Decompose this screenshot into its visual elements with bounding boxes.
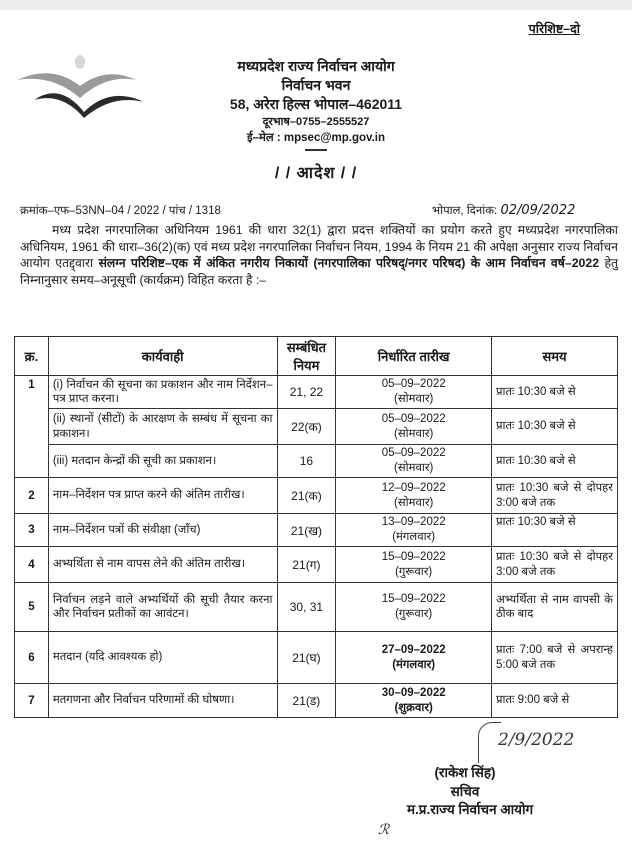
cell-date xyxy=(336,632,492,684)
place-date-value: 02/09/2022 xyxy=(500,203,576,218)
header-time: समय xyxy=(491,337,617,376)
cell-date xyxy=(336,547,492,583)
cell-sr: 6 xyxy=(15,632,49,684)
date-day: (सोमवार) xyxy=(393,462,434,474)
cell-time: प्रातः 10:30 बजे से xyxy=(491,445,617,478)
date-value: 15–09–2022 xyxy=(381,550,446,563)
cell-time: प्रातः 10:30 बजे से xyxy=(491,409,617,445)
date-value: 05–09–2022 xyxy=(381,447,446,459)
table-row xyxy=(15,445,618,478)
address: 58, अरेरा हिल्स भोपाल–462011 xyxy=(229,96,403,112)
cell-rule: 21(ड) xyxy=(277,684,336,718)
date-day: (सोमवार) xyxy=(393,427,434,440)
date-value: 05–09–2022 xyxy=(381,412,446,425)
paragraph-bold: संलग्न परिशिष्ट–एक में अंकित नगरीय निकायों (नगरपालिका परिषद्/नगर परिषद) के आम निर्वाचन वर्ष–2022 xyxy=(98,256,600,270)
cell-rule: 21, 22 xyxy=(277,376,336,409)
cell-date xyxy=(336,514,492,547)
place-date xyxy=(432,203,575,218)
cell-date xyxy=(336,376,492,409)
header-sr: क्र. xyxy=(15,337,49,376)
table-header-row xyxy=(15,337,618,376)
date-day: (शुक्रवार) xyxy=(394,701,433,714)
signatory-organization: म.प्र.राज्य निर्वाचन आयोग xyxy=(406,802,534,817)
building-name: निर्वाचन भवन xyxy=(281,77,351,93)
date-value: 15–09–2022 xyxy=(381,593,446,605)
reference-number: क्रमांक–एफ–53NN–04 / 2022 / पांच / 1318 xyxy=(20,205,221,217)
cell-time: प्रातः 7:00 बजे से अपरान्ह 5:00 बजे तक xyxy=(491,632,617,684)
date-value: 12–09–2022 xyxy=(381,481,446,494)
cell-date xyxy=(336,478,492,514)
cell-action: (ii) स्थानों (सीटों) के आरक्षण के सम्बंध में सूचना का प्रकाशन। xyxy=(48,409,277,445)
cell-sr: 5 xyxy=(15,583,49,632)
cell-action: (iii) मतदान केन्द्रों की सूची का प्रकाशन। xyxy=(48,445,277,478)
date-value: 13–09–2022 xyxy=(381,516,446,528)
paragraph-part2: हेतु निम्नानुसार समय–अनूसूची (कार्यक्रम) विहित करता है :– xyxy=(20,256,618,287)
date-day: (मंगलवार) xyxy=(392,658,436,671)
table-row xyxy=(15,632,618,684)
cell-rule: 21(क) xyxy=(277,478,336,514)
cell-sr: 4 xyxy=(15,547,49,583)
paragraph-part1: मध्य प्रदेश नगरपालिका अधिनियम 1961 की धारा 32(1) द्वारा प्रदत्त शक्तियों का प्रयोग करते हुए मध्यप्रदेश नगरपालिका अधिनियम, 1961 की धारा–36(2)(क) एवं मध्य प्रदेश नगरपालिका निर्वाचन नियम, 1994 के नियम 21 की अपेक्षा अनुसार राज्य निर्वाचन आयोग एतद्द्वारा xyxy=(20,223,618,270)
phone: दूरभाष–0755–2555527 xyxy=(262,116,370,128)
cell-action: मतगणना और निर्वाचन परिणामों की घोषणा। xyxy=(48,684,277,718)
date-day: (सोमवार) xyxy=(393,496,434,509)
cell-time: प्रातः 10:30 बजे से दोपहर 3:00 बजे तक xyxy=(491,478,617,514)
logo-upper-wing xyxy=(17,73,136,98)
cell-action: नाम–निर्देशन पत्र प्राप्त करने की अंतिम तारीख। xyxy=(48,478,277,514)
table-row xyxy=(15,376,618,409)
table-row xyxy=(15,684,618,718)
header-action: कार्यवाही xyxy=(48,337,277,376)
cell-rule: 21(घ) xyxy=(277,632,336,684)
cell-time: प्रातः 10:30 बजे से xyxy=(491,376,617,409)
date-value: 30–09–2022 xyxy=(381,686,446,699)
cell-sr: 2 xyxy=(15,478,49,514)
cell-rule: 30, 31 xyxy=(277,583,336,632)
cell-time: प्रातः 10:30 बजे से xyxy=(491,514,617,547)
date-day: (गुरूवार) xyxy=(395,565,433,578)
cell-rule: 21(ग) xyxy=(277,547,336,583)
logo-lower-wing xyxy=(34,93,142,118)
email: ई–मेल : mpsec@mp.gov.in xyxy=(246,132,386,144)
cell-time: अभ्यर्थिता से नाम वापसी के ठीक बाद xyxy=(491,583,617,632)
logo-flame xyxy=(75,55,85,69)
header-date: निर्धारित तारीख xyxy=(336,337,492,376)
table-row xyxy=(15,583,618,632)
top-strip xyxy=(0,0,632,10)
handwritten-signature-date: 2/9/2022 xyxy=(498,730,575,750)
cell-date xyxy=(336,445,492,478)
place-date-prefix: भोपाल, दिनांक: xyxy=(432,205,501,217)
header-rule: सम्बंधित नियम xyxy=(277,337,336,376)
cell-rule: 21(ख) xyxy=(277,514,336,547)
table-row xyxy=(15,478,618,514)
order-title: / / आदेश / / xyxy=(274,165,358,182)
date-value: 27–09–2022 xyxy=(381,643,446,656)
table-row xyxy=(15,514,618,547)
annex-label: परिशिष्ट–दो xyxy=(528,22,580,36)
cell-rule: 16 xyxy=(277,445,336,478)
cell-time: प्रातः 10:30 बजे से दोपहर 3:00 बजे तक xyxy=(491,547,617,583)
date-day: (गुरूवार) xyxy=(395,608,433,620)
date-day: (सोमवार) xyxy=(393,393,434,405)
cell-sr: 7 xyxy=(15,684,49,718)
initial-mark-icon: ℛ xyxy=(378,822,390,838)
table-row xyxy=(15,409,618,445)
cell-rule: 22(क) xyxy=(277,409,336,445)
cell-action: (i) निर्वाचन की सूचना का प्रकाशन और नाम निर्देशन–पत्र प्राप्त करना। xyxy=(48,376,277,409)
date-value: 05–09–2022 xyxy=(381,378,446,390)
cell-sr: 3 xyxy=(15,514,49,547)
cell-action: नाम–निर्देशन पत्रों की संवीक्षा (जाँच) xyxy=(48,514,277,547)
commission-logo-icon xyxy=(12,54,142,134)
cell-action: निर्वाचन लड़ने वाले अभ्यर्थियों की सूची तैयार करना और निर्वाचन प्रतीकों का आवंटन। xyxy=(48,583,277,632)
header-divider xyxy=(305,149,327,151)
cell-action: अभ्यर्थिता से नाम वापस लेने की अंतिम तारीख। xyxy=(48,547,277,583)
cell-date xyxy=(336,583,492,632)
cell-sr: 1 xyxy=(15,376,49,478)
org-name: मध्यप्रदेश राज्य निर्वाचन आयोग xyxy=(237,58,395,74)
signatory-name: (राकेश सिंह) xyxy=(434,765,496,780)
schedule-table xyxy=(14,336,618,718)
cell-time: प्रातः 9:00 बजे से xyxy=(491,684,617,718)
order-paragraph xyxy=(20,222,618,288)
table-row xyxy=(15,547,618,583)
cell-date xyxy=(336,684,492,718)
cell-date xyxy=(336,409,492,445)
date-day: (मंगलवार) xyxy=(392,531,436,543)
signatory-designation: सचिव xyxy=(450,784,480,799)
cell-action: मतदान (यदि आवश्यक हो) xyxy=(48,632,277,684)
